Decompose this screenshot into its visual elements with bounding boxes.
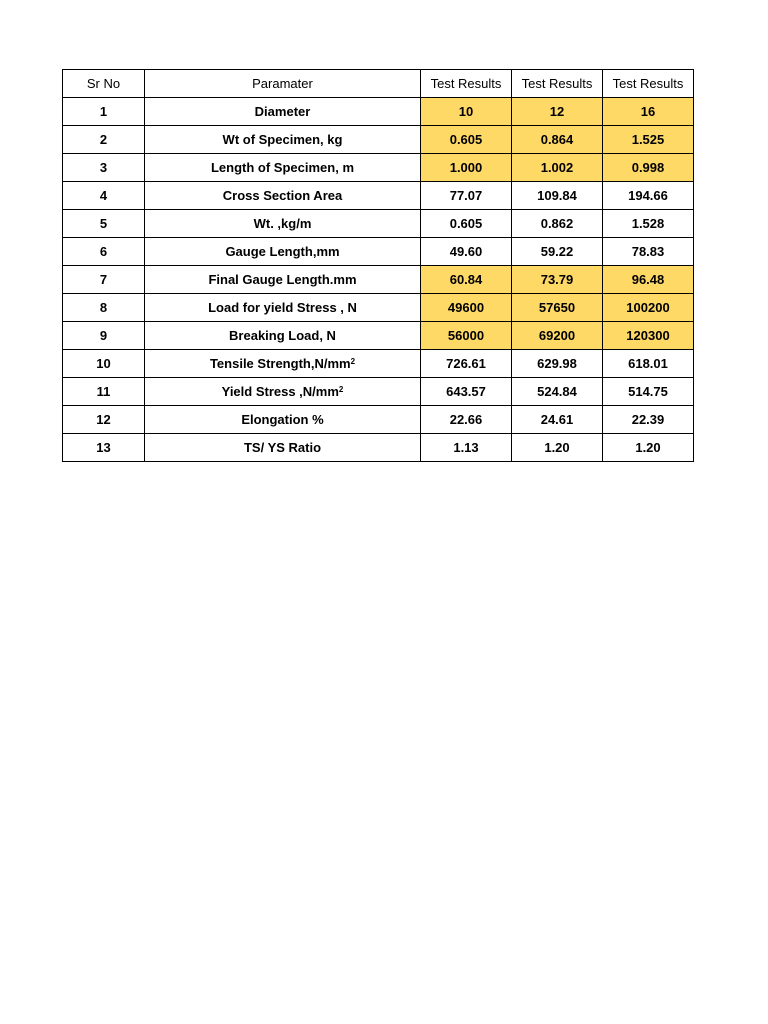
cell-parameter[interactable] xyxy=(145,126,421,154)
table-row xyxy=(63,350,694,378)
cell-test-result-3[interactable]: 120300 xyxy=(603,322,694,350)
parameter-label: Final Gauge Length.mm xyxy=(208,272,357,287)
cell-test-result-3[interactable]: 16 xyxy=(603,98,694,126)
cell-test-result-2[interactable]: 0.862 xyxy=(512,210,603,238)
parameter-label: Length of Specimen, m xyxy=(210,160,354,175)
table-row xyxy=(63,266,694,294)
cell-test-result-3[interactable]: 1.525 xyxy=(603,126,694,154)
cell-test-result-1[interactable]: 49.60 xyxy=(421,238,512,266)
cell-test-result-3[interactable]: 514.75 xyxy=(603,378,694,406)
header-test-results-2[interactable]: Test Results xyxy=(512,70,603,98)
cell-test-result-1[interactable]: 49600 xyxy=(421,294,512,322)
header-parameter[interactable]: Paramater xyxy=(145,70,421,98)
cell-parameter[interactable] xyxy=(145,98,421,126)
parameter-label: Elongation % xyxy=(241,412,324,427)
header-test-results-1[interactable]: Test Results xyxy=(421,70,512,98)
cell-test-result-2[interactable]: 1.20 xyxy=(512,434,603,462)
cell-test-result-1[interactable]: 643.57 xyxy=(421,378,512,406)
cell-test-result-2[interactable]: 69200 xyxy=(512,322,603,350)
cell-parameter[interactable] xyxy=(145,210,421,238)
cell-parameter[interactable] xyxy=(145,294,421,322)
cell-test-result-2[interactable]: 0.864 xyxy=(512,126,603,154)
table-body xyxy=(63,98,694,462)
table-row xyxy=(63,378,694,406)
header-sr-no[interactable]: Sr No xyxy=(63,70,145,98)
cell-sr-no[interactable]: 4 xyxy=(63,182,145,210)
cell-test-result-2[interactable]: 24.61 xyxy=(512,406,603,434)
cell-test-result-1[interactable]: 56000 xyxy=(421,322,512,350)
parameter-label: Diameter xyxy=(254,104,311,119)
parameter-label: Yield Stress ,N/mm xyxy=(221,384,339,399)
header-test-results-3[interactable]: Test Results xyxy=(603,70,694,98)
parameter-label: Breaking Load, N xyxy=(229,328,336,343)
cell-test-result-3[interactable]: 78.83 xyxy=(603,238,694,266)
cell-parameter[interactable] xyxy=(145,350,421,378)
cell-test-result-3[interactable]: 22.39 xyxy=(603,406,694,434)
table-row xyxy=(63,182,694,210)
cell-test-result-1[interactable]: 0.605 xyxy=(421,210,512,238)
parameter-label: Cross Section Area xyxy=(222,188,343,203)
cell-test-result-3[interactable]: 100200 xyxy=(603,294,694,322)
cell-test-result-3[interactable]: 194.66 xyxy=(603,182,694,210)
table-row xyxy=(63,322,694,350)
parameter-label: Gauge Length,mm xyxy=(225,244,340,259)
table-row xyxy=(63,406,694,434)
cell-sr-no[interactable]: 1 xyxy=(63,98,145,126)
cell-test-result-2[interactable]: 1.002 xyxy=(512,154,603,182)
cell-test-result-2[interactable]: 524.84 xyxy=(512,378,603,406)
table-row xyxy=(63,434,694,462)
cell-parameter[interactable] xyxy=(145,238,421,266)
cell-sr-no[interactable]: 9 xyxy=(63,322,145,350)
cell-parameter[interactable] xyxy=(145,154,421,182)
cell-test-result-1[interactable]: 10 xyxy=(421,98,512,126)
cell-sr-no[interactable]: 8 xyxy=(63,294,145,322)
cell-sr-no[interactable]: 3 xyxy=(63,154,145,182)
cell-test-result-3[interactable]: 96.48 xyxy=(603,266,694,294)
cell-parameter[interactable] xyxy=(145,406,421,434)
cell-test-result-2[interactable]: 12 xyxy=(512,98,603,126)
cell-sr-no[interactable]: 5 xyxy=(63,210,145,238)
cell-test-result-3[interactable]: 618.01 xyxy=(603,350,694,378)
cell-test-result-1[interactable]: 1.13 xyxy=(421,434,512,462)
cell-parameter[interactable] xyxy=(145,266,421,294)
header-row xyxy=(63,70,694,98)
cell-test-result-2[interactable]: 629.98 xyxy=(512,350,603,378)
cell-sr-no[interactable]: 12 xyxy=(63,406,145,434)
table-row xyxy=(63,238,694,266)
parameter-label: TS/ YS Ratio xyxy=(243,440,322,455)
cell-test-result-3[interactable]: 1.528 xyxy=(603,210,694,238)
cell-sr-no[interactable]: 11 xyxy=(63,378,145,406)
cell-sr-no[interactable]: 6 xyxy=(63,238,145,266)
table-row xyxy=(63,210,694,238)
parameter-label: Load for yield Stress , N xyxy=(208,300,357,315)
cell-sr-no[interactable]: 13 xyxy=(63,434,145,462)
parameter-label: Wt of Specimen, kg xyxy=(222,132,343,147)
cell-test-result-2[interactable]: 57650 xyxy=(512,294,603,322)
cell-test-result-1[interactable]: 77.07 xyxy=(421,182,512,210)
cell-test-result-1[interactable]: 1.000 xyxy=(421,154,512,182)
cell-test-result-1[interactable]: 726.61 xyxy=(421,350,512,378)
cell-sr-no[interactable]: 7 xyxy=(63,266,145,294)
cell-sr-no[interactable]: 10 xyxy=(63,350,145,378)
cell-test-result-2[interactable]: 59.22 xyxy=(512,238,603,266)
cell-test-result-1[interactable]: 60.84 xyxy=(421,266,512,294)
spreadsheet-area xyxy=(62,69,694,462)
cell-sr-no[interactable]: 2 xyxy=(63,126,145,154)
cell-test-result-1[interactable]: 0.605 xyxy=(421,126,512,154)
parameter-label: Tensile Strength,N/mm xyxy=(209,356,351,371)
parameter-label: Wt. ,kg/m xyxy=(253,216,312,231)
test-results-table xyxy=(62,69,694,462)
cell-parameter[interactable] xyxy=(145,378,421,406)
cell-test-result-3[interactable]: 0.998 xyxy=(603,154,694,182)
cell-parameter[interactable] xyxy=(145,322,421,350)
cell-test-result-3[interactable]: 1.20 xyxy=(603,434,694,462)
unit-superscript: 2 xyxy=(338,385,344,394)
table-row xyxy=(63,294,694,322)
cell-test-result-2[interactable]: 73.79 xyxy=(512,266,603,294)
cell-parameter[interactable] xyxy=(145,434,421,462)
table-row xyxy=(63,98,694,126)
cell-test-result-2[interactable]: 109.84 xyxy=(512,182,603,210)
cell-test-result-1[interactable]: 22.66 xyxy=(421,406,512,434)
cell-parameter[interactable] xyxy=(145,182,421,210)
unit-superscript: 2 xyxy=(350,357,356,366)
table-row xyxy=(63,154,694,182)
table-row xyxy=(63,126,694,154)
